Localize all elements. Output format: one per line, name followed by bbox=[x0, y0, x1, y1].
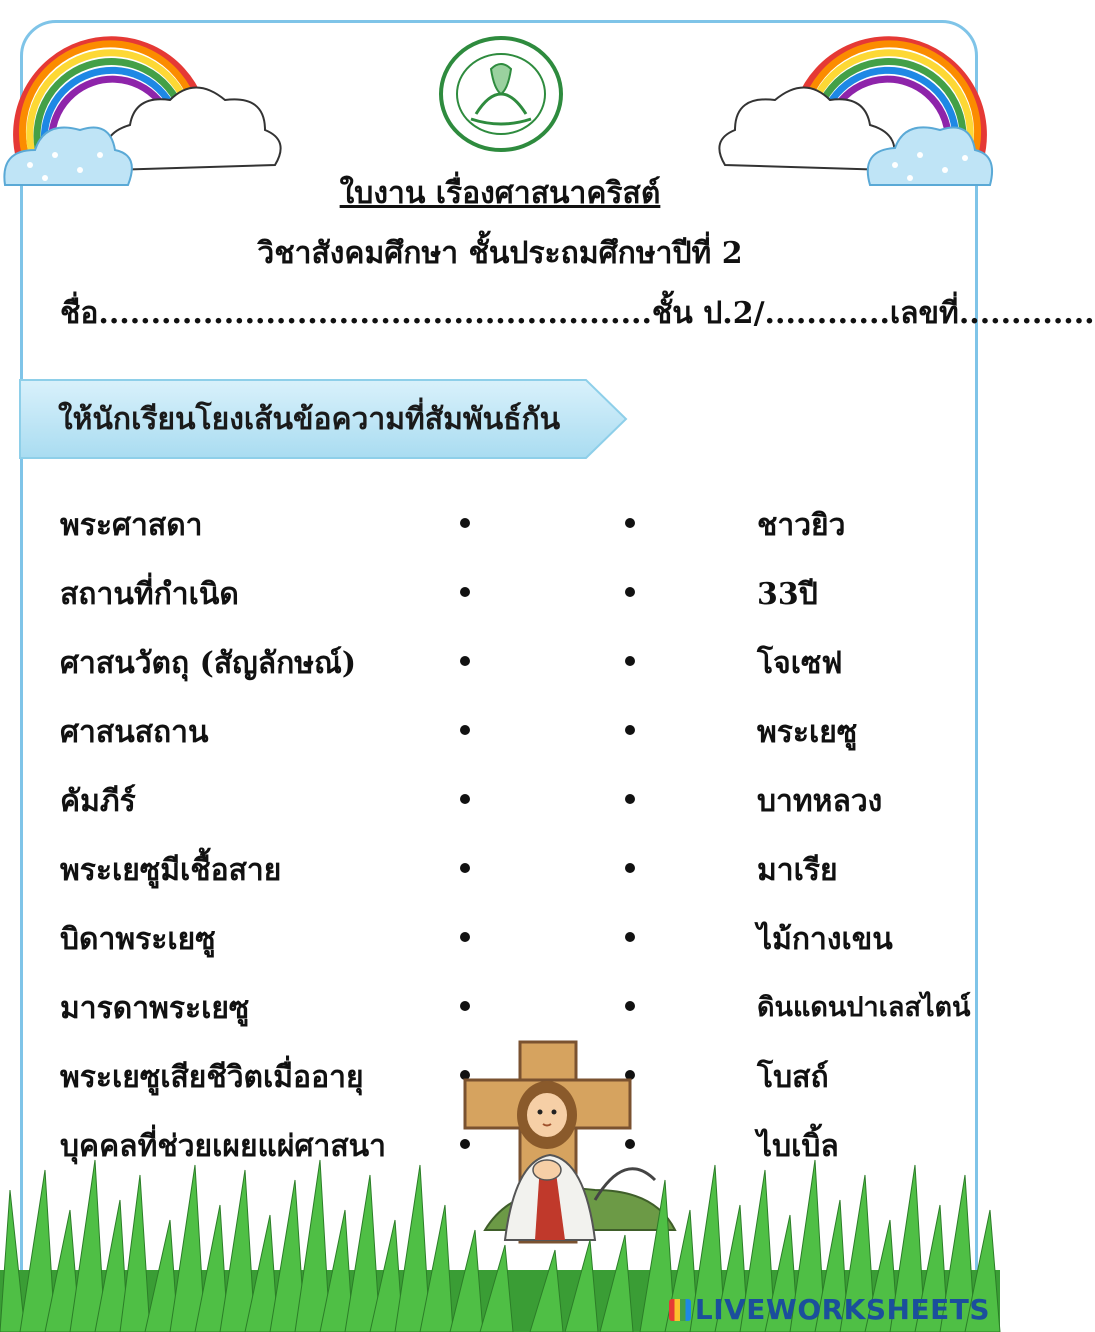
left-item: พระศาสดา bbox=[60, 508, 203, 543]
left-connector-dot[interactable] bbox=[460, 518, 470, 528]
left-connector-dot[interactable] bbox=[460, 932, 470, 942]
left-connector-dot[interactable] bbox=[460, 587, 470, 597]
matching-row bbox=[0, 571, 1000, 631]
right-item: ไบเบิ้ล bbox=[757, 1129, 839, 1164]
left-item: คัมภีร์ bbox=[60, 784, 136, 819]
right-connector-dot[interactable] bbox=[625, 725, 635, 735]
right-connector-dot[interactable] bbox=[625, 1001, 635, 1011]
worksheet-subtitle: วิชาสังคมศึกษา ชั้นประถมศึกษาปีที่ 2 bbox=[257, 236, 743, 271]
left-item: บุคคลที่ช่วยเผยแผ่ศาสนา bbox=[60, 1129, 387, 1164]
matching-row bbox=[0, 985, 1000, 1045]
left-connector-dot[interactable] bbox=[460, 863, 470, 873]
matching-row bbox=[0, 709, 1000, 769]
right-item: ชาวยิว bbox=[757, 508, 846, 543]
right-item: โจเซฟ bbox=[757, 646, 843, 681]
matching-row bbox=[0, 640, 1000, 700]
liveworksheets-logo-icon bbox=[669, 1299, 691, 1321]
left-item: ศาสนสถาน bbox=[60, 715, 209, 750]
right-connector-dot[interactable] bbox=[625, 587, 635, 597]
right-item: ดินแดนปาเลสไตน์ bbox=[757, 992, 971, 1023]
right-connector-dot[interactable] bbox=[625, 794, 635, 804]
matching-row bbox=[0, 502, 1000, 562]
left-item: สถานที่กำเนิด bbox=[60, 577, 239, 612]
watermark-text: LIVEWORKSHEETS bbox=[694, 1293, 990, 1326]
right-item: มาเรีย bbox=[757, 853, 838, 888]
right-item: บาทหลวง bbox=[757, 784, 883, 819]
right-connector-dot[interactable] bbox=[625, 863, 635, 873]
left-connector-dot[interactable] bbox=[460, 656, 470, 666]
liveworksheets-watermark bbox=[669, 1293, 990, 1326]
left-item: มารดาพระเยซู bbox=[60, 991, 250, 1026]
right-item: 33ปี bbox=[757, 577, 818, 612]
right-connector-dot[interactable] bbox=[625, 518, 635, 528]
left-item: ศาสนวัตถุ (สัญลักษณ์) bbox=[60, 646, 357, 681]
matching-row bbox=[0, 916, 1000, 976]
left-connector-dot[interactable] bbox=[460, 794, 470, 804]
left-connector-dot[interactable] bbox=[460, 1001, 470, 1011]
right-item: โบสถ์ bbox=[757, 1060, 829, 1095]
right-connector-dot[interactable] bbox=[625, 932, 635, 942]
matching-row bbox=[0, 778, 1000, 838]
left-item: พระเยซูเสียชีวิตเมื่ออายุ bbox=[60, 1060, 364, 1095]
name-class-number-line: ชื่อ.....................................................ชั้น ป.2/............เลขที่............. bbox=[60, 296, 1095, 331]
school-seal-icon bbox=[436, 34, 566, 154]
matching-row bbox=[0, 847, 1000, 907]
left-item: พระเยซูมีเชื้อสาย bbox=[60, 853, 282, 888]
right-item: ไม้กางเขน bbox=[757, 922, 893, 957]
instruction-text: ให้นักเรียนโยงเส้นข้อความที่สัมพันธ์กัน bbox=[58, 402, 561, 437]
right-connector-dot[interactable] bbox=[625, 656, 635, 666]
left-connector-dot[interactable] bbox=[460, 725, 470, 735]
right-item: พระเยซู bbox=[757, 715, 858, 750]
left-item: บิดาพระเยซู bbox=[60, 922, 216, 957]
worksheet-title: ใบงาน เรื่องศาสนาคริสต์ bbox=[339, 176, 661, 211]
